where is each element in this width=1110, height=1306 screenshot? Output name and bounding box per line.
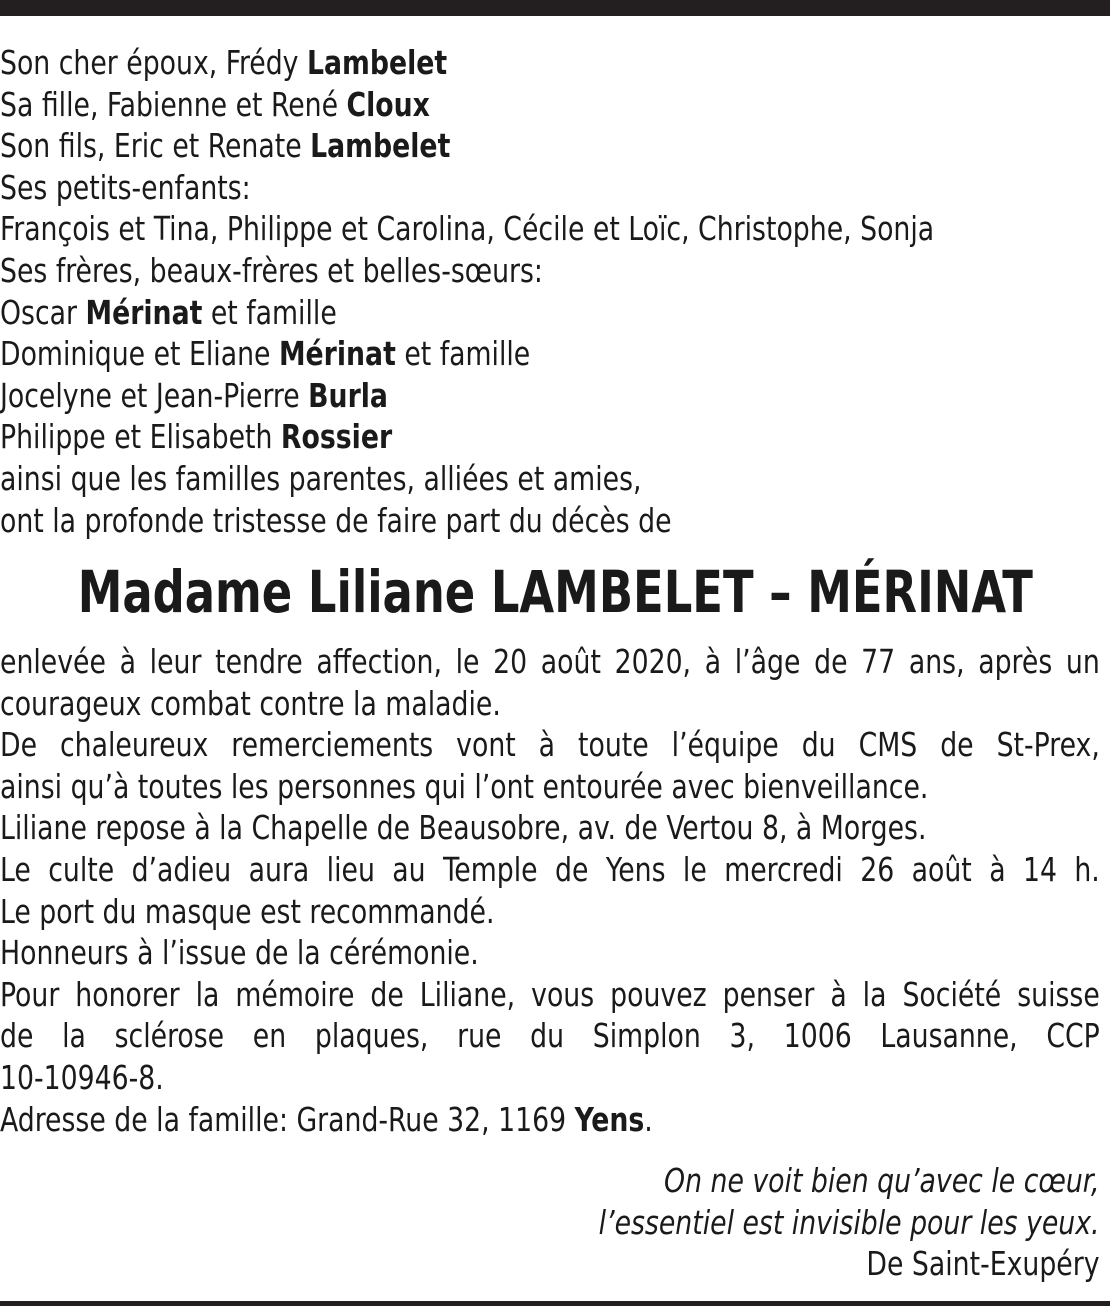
paragraph-death-end: courageux combat contre la maladie. xyxy=(0,683,501,723)
paragraph-service: Le culte d’adieu aura lieu au Temple de Yens le mercredi 26 août à 14 h. xyxy=(0,849,1100,889)
family-line: Sa fille, Fabienne et René Cloux xyxy=(0,84,430,124)
paragraph-thanks-end: ainsi qu’à toutes les personnes qui l’ont entourée avec bienveillance. xyxy=(0,766,929,806)
paragraph-thanks: De chaleureux remerciements vont à toute l’équipe du CMS de St-Prex, xyxy=(0,725,1100,765)
family-line: Son fils, Eric et Renate Lambelet xyxy=(0,126,451,166)
paragraph-rest: Liliane repose à la Chapelle de Beausobre, av. de Vertou 8, à Morges. xyxy=(0,808,927,848)
paragraph-mask: Le port du masque est recommandé. xyxy=(0,891,495,931)
paragraph-donation-end: 10-10946-8. xyxy=(0,1057,164,1097)
deceased-name-heading: Madame Liliane LAMBELET – MÉRINAT xyxy=(77,558,1033,626)
family-line: Philippe et Elisabeth Rossier xyxy=(0,417,393,457)
family-list xyxy=(0,42,1100,541)
family-line: ont la profonde tristesse de faire part du décès de xyxy=(0,500,672,540)
family-line: Ses frères, beaux-frères et belles-sœurs: xyxy=(0,250,543,290)
announcement-body xyxy=(0,641,1100,1140)
family-line: Ses petits-enfants: xyxy=(0,167,251,207)
paragraph-honours: Honneurs à l’issue de la cérémonie. xyxy=(0,933,479,973)
family-line: Jocelyne et Jean-Pierre Burla xyxy=(0,375,388,415)
family-line: Dominique et Eliane Mérinat et famille xyxy=(0,334,531,374)
family-line: François et Tina, Philippe et Carolina, Cécile et Loïc, Christophe, Sonja xyxy=(0,209,935,249)
quote-line: On ne voit bien qu’avec le cœur, xyxy=(664,1161,1100,1200)
quote-author: De Saint-Exupéry xyxy=(866,1244,1100,1284)
family-line: ainsi que les familles parentes, alliées et amies, xyxy=(0,458,642,498)
family-line: Oscar Mérinat et famille xyxy=(0,292,337,332)
closing-quote xyxy=(543,1160,1100,1285)
paragraph-donation: Pour honorer la mémoire de Liliane, vous pouvez penser à la Société suisse xyxy=(0,974,1100,1014)
paragraph-donation-middle: de la sclérose en plaques, rue du Simplon 3, 1006 Lausanne, CCP xyxy=(0,1016,1100,1056)
quote-line: l’essentiel est invisible pour les yeux. xyxy=(599,1202,1100,1242)
family-line: Son cher époux, Frédy Lambelet xyxy=(0,43,448,82)
paragraph-death: enlevée à leur tendre affection, le 20 août 2020, à l’âge de 77 ans, après un xyxy=(0,642,1100,681)
top-rule xyxy=(0,0,1110,16)
family-address: Adresse de la famille: Grand-Rue 32, 1169 Yens. xyxy=(0,1099,653,1139)
bottom-rule xyxy=(0,1301,1110,1306)
